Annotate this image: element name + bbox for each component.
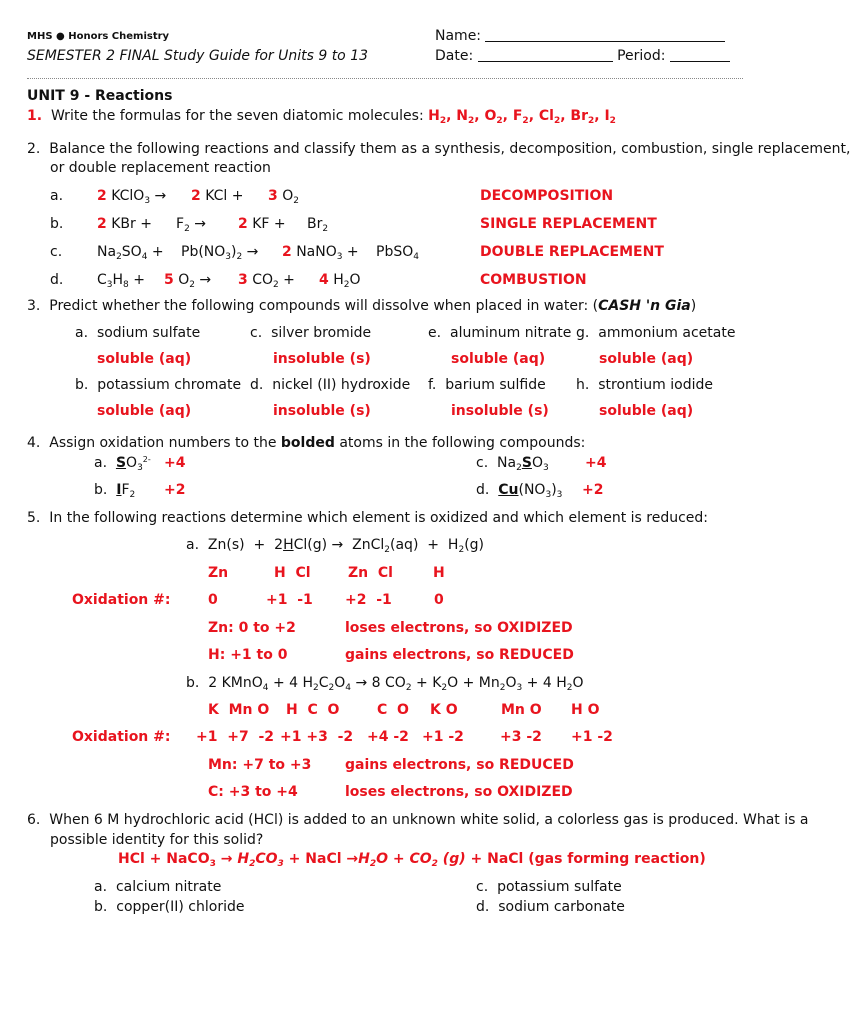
- name-field[interactable]: [435, 28, 725, 44]
- question-3: 3. Predict whether the following compounds will dissolve when placed in water: (CASH 'n Gia): [27, 298, 697, 314]
- q3-answer: insoluble (s): [273, 351, 371, 367]
- q6-choice: a. calcium nitrate: [94, 879, 222, 895]
- q5b-element: C O: [377, 702, 409, 718]
- question-2-text-2: or double replacement reaction: [50, 160, 271, 176]
- q4-item-c: c. $Na_2SO_3$: [476, 455, 549, 473]
- q5b-element: H O: [571, 702, 600, 718]
- q4-item-b: b. $IF_2$: [94, 482, 136, 500]
- question-5: 5. In the following reactions determine which element is oxidized and which element is reduced:: [27, 510, 709, 526]
- q3-item: a. sodium sulfate: [75, 325, 201, 341]
- date-field[interactable]: [435, 48, 730, 64]
- q2-letter-c: c.: [50, 244, 63, 260]
- q5a-change: Zn: 0 to +2: [208, 620, 296, 636]
- question-2-text: 2. Balance the following reactions and classify them as a synthesis, decomposition, combustion, single replacement,: [27, 141, 850, 157]
- q5-reaction-b: b. 2 KMnO$_4$ + 4 $H_2C_2O_4 \to 8$ $CO_2 + K_2O + Mn_2O_3 + 4$ $H_2O$: [186, 675, 584, 693]
- q3-answer: insoluble (s): [451, 403, 549, 419]
- q5a-element: Zn Cl: [348, 565, 393, 581]
- q3-answer: soluble (aq): [97, 351, 192, 367]
- header-divider: [27, 78, 743, 79]
- q5b-element: K Mn O: [208, 702, 270, 718]
- q4-answer-b: +2: [164, 482, 186, 498]
- q5b-ox: +4 -2: [367, 729, 409, 745]
- q6-answer: HCl + NaCO$_3$ → $H_2CO_3$ + NaCl $\to H_2O + CO_2$ (g) + NaCl (gas forming reaction): [118, 851, 706, 869]
- q4-answer-d: +2: [582, 482, 604, 498]
- q5b-element: K O: [430, 702, 458, 718]
- question-6-line-2: possible identity for this solid?: [50, 832, 264, 848]
- q2-class-a: DECOMPOSITION: [480, 188, 614, 204]
- q5b-ox: +1 -2: [422, 729, 464, 745]
- question-6: 6. When 6 M hydrochloric acid (HCl) is added to an unknown white solid, a colorless gas is produced. What is a: [27, 812, 809, 828]
- q5a-ox: 0: [208, 592, 218, 608]
- name-label: Name:: [435, 28, 482, 44]
- date-label: Date:: [435, 48, 474, 64]
- q2-class-d: COMBUSTION: [480, 272, 587, 288]
- q2-letter-b: b.: [50, 216, 64, 232]
- q4-answer-a: +4: [164, 455, 186, 471]
- q5b-ox: +1 +7 -2: [196, 729, 274, 745]
- q5b-element: Mn O: [501, 702, 542, 718]
- q3-item: d. nickel (II) hydroxide: [250, 377, 411, 393]
- q3-answer: insoluble (s): [273, 403, 371, 419]
- q5a-element: H: [433, 565, 445, 581]
- course-label: MHS ● Honors Chemistry: [27, 31, 170, 42]
- period-label: Period:: [617, 48, 666, 64]
- oxidation-label-b: Oxidation #:: [72, 729, 171, 745]
- q2-letter-a: a.: [50, 188, 64, 204]
- q6-choice: b. copper(II) chloride: [94, 899, 245, 915]
- q2-letter-d: d.: [50, 272, 64, 288]
- question-4: 4. Assign oxidation numbers to the bolded atoms in the following compounds:: [27, 435, 586, 451]
- q3-answer: soluble (aq): [451, 351, 546, 367]
- q5b-element: H C O: [286, 702, 340, 718]
- q5b-ox: +1 +3 -2: [280, 729, 354, 745]
- q3-item: e. aluminum nitrate: [428, 325, 572, 341]
- q2-reaction-c: $Na_2SO_4$ +: [97, 244, 164, 262]
- q5a-result: gains electrons, so REDUCED: [345, 647, 574, 663]
- q2-reaction-d: $C_3H_8$ +: [97, 272, 145, 290]
- q3-item: h. strontium iodide: [576, 377, 713, 393]
- q6-choice: c. potassium sulfate: [476, 879, 622, 895]
- q2-class-c: DOUBLE REPLACEMENT: [480, 244, 664, 260]
- page-title: SEMESTER 2 FINAL Study Guide for Units 9 to 13: [27, 48, 369, 64]
- unit-heading: UNIT 9 - Reactions: [27, 88, 173, 104]
- q5b-ox: +3 -2: [500, 729, 542, 745]
- q4-answer-c: +4: [585, 455, 607, 471]
- q2-class-b: SINGLE REPLACEMENT: [480, 216, 657, 232]
- q3-item: c. silver bromide: [250, 325, 372, 341]
- q3-answer: soluble (aq): [97, 403, 192, 419]
- q5a-element: H Cl: [274, 565, 311, 581]
- q3-answer: soluble (aq): [599, 351, 694, 367]
- q5a-ox: +1 -1: [266, 592, 313, 608]
- q5a-result: loses electrons, so OXIDIZED: [345, 620, 573, 636]
- q5a-change: H: +1 to 0: [208, 647, 288, 663]
- q5a-ox: 0: [434, 592, 444, 608]
- q3-item: f. barium sulfide: [428, 377, 546, 393]
- q5b-change: C: +3 to +4: [208, 784, 298, 800]
- q5-reaction-a: a. Zn(s) + 2HCl(g) → ZnCl$_2$(aq) + $H_2(g)$: [186, 537, 485, 555]
- q5b-result: loses electrons, so OXIDIZED: [345, 784, 573, 800]
- question-1: 1. Write the formulas for the seven diatomic molecules: $H_2$, $N_2$, $O_2$, $F_2$, $Cl_2$, $Br_2$, $I_2$: [27, 108, 616, 126]
- q2-reaction-a: 2 KClO$_3$ →: [97, 188, 167, 206]
- q3-item: b. potassium chromate: [75, 377, 242, 393]
- q4-item-a: a. $SO_3^{2-}$: [94, 455, 151, 473]
- q5b-result: gains electrons, so REDUCED: [345, 757, 574, 773]
- q5a-element: Zn: [208, 565, 229, 581]
- oxidation-label-a: Oxidation #:: [72, 592, 171, 608]
- q3-item: g. ammonium acetate: [576, 325, 736, 341]
- q2-reaction-b: 2 KBr +: [97, 216, 152, 232]
- q3-answer: soluble (aq): [599, 403, 694, 419]
- q4-item-d: d. $Cu(NO_3)_3$: [476, 482, 563, 500]
- q6-choice: d. sodium carbonate: [476, 899, 625, 915]
- q5b-ox: +1 -2: [571, 729, 613, 745]
- q5a-ox: +2 -1: [345, 592, 392, 608]
- q5b-change: Mn: +7 to +3: [208, 757, 312, 773]
